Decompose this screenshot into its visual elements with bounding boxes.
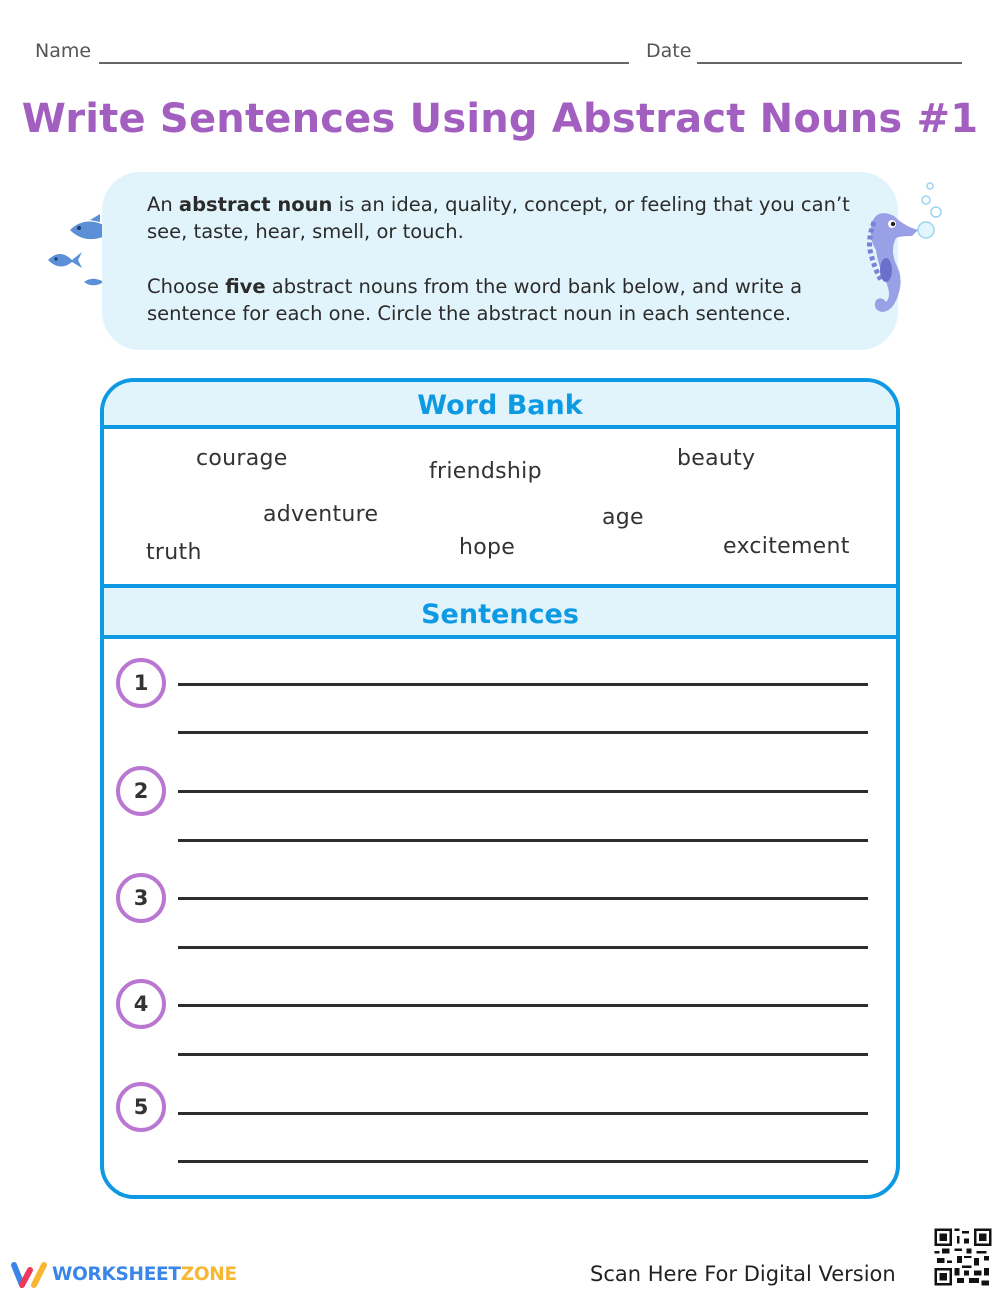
sentences-heading: Sentences — [104, 584, 896, 639]
sentence-3-line-1[interactable] — [178, 897, 868, 900]
sentence-5-line-2[interactable] — [178, 1160, 868, 1163]
scan-instruction: Scan Here For Digital Version — [590, 1262, 896, 1286]
date-label: Date — [646, 40, 692, 62]
sentence-number-badge: 4 — [116, 979, 166, 1029]
sentence-2-line-1[interactable] — [178, 790, 868, 793]
word-bank-item: beauty — [677, 446, 756, 471]
sentence-4-line-1[interactable] — [178, 1004, 868, 1007]
sentence-2-line-2[interactable] — [178, 839, 868, 842]
sentence-5-line-1[interactable] — [178, 1112, 868, 1115]
brand-name[interactable]: WORKSHEETZONE — [52, 1264, 237, 1285]
worksheet-frame — [100, 378, 900, 1199]
word-bank-item: friendship — [429, 459, 542, 484]
sentence-4-line-2[interactable] — [178, 1053, 868, 1056]
qr-code-icon[interactable] — [932, 1226, 994, 1288]
sentence-number-badge: 5 — [116, 1082, 166, 1132]
sentence-number-badge: 2 — [116, 766, 166, 816]
page-title: Write Sentences Using Abstract Nouns #1 — [21, 96, 979, 142]
sentence-3-line-2[interactable] — [178, 946, 868, 949]
word-bank-item: truth — [146, 540, 202, 565]
word-bank-item: excitement — [723, 534, 850, 559]
date-field-line[interactable] — [697, 62, 962, 64]
sentence-1-line-1[interactable] — [178, 683, 868, 686]
instructions-text: Choose five abstract nouns from the word bank below, and write a sentence for each one. Circle the abstract noun in each sentence. — [147, 275, 803, 325]
word-bank-item: hope — [459, 535, 516, 560]
worksheetzone-logo-icon — [8, 1260, 50, 1290]
sentence-number-badge: 3 — [116, 873, 166, 923]
name-date-row — [35, 38, 962, 68]
seahorse-icon — [852, 178, 952, 328]
word-bank-item: age — [602, 505, 644, 530]
sentence-number-badge: 1 — [116, 658, 166, 708]
definition-text: An abstract noun is an idea, quality, concept, or feeling that you can’t see, taste, hear, smell, or touch. — [147, 193, 850, 243]
word-bank-item: adventure — [263, 502, 379, 527]
name-field-line[interactable] — [99, 62, 629, 64]
intro-box — [102, 172, 898, 350]
word-bank-heading: Word Bank — [104, 382, 896, 429]
sentence-1-line-2[interactable] — [178, 731, 868, 734]
name-label: Name — [35, 40, 92, 62]
word-bank-item: courage — [196, 446, 288, 471]
